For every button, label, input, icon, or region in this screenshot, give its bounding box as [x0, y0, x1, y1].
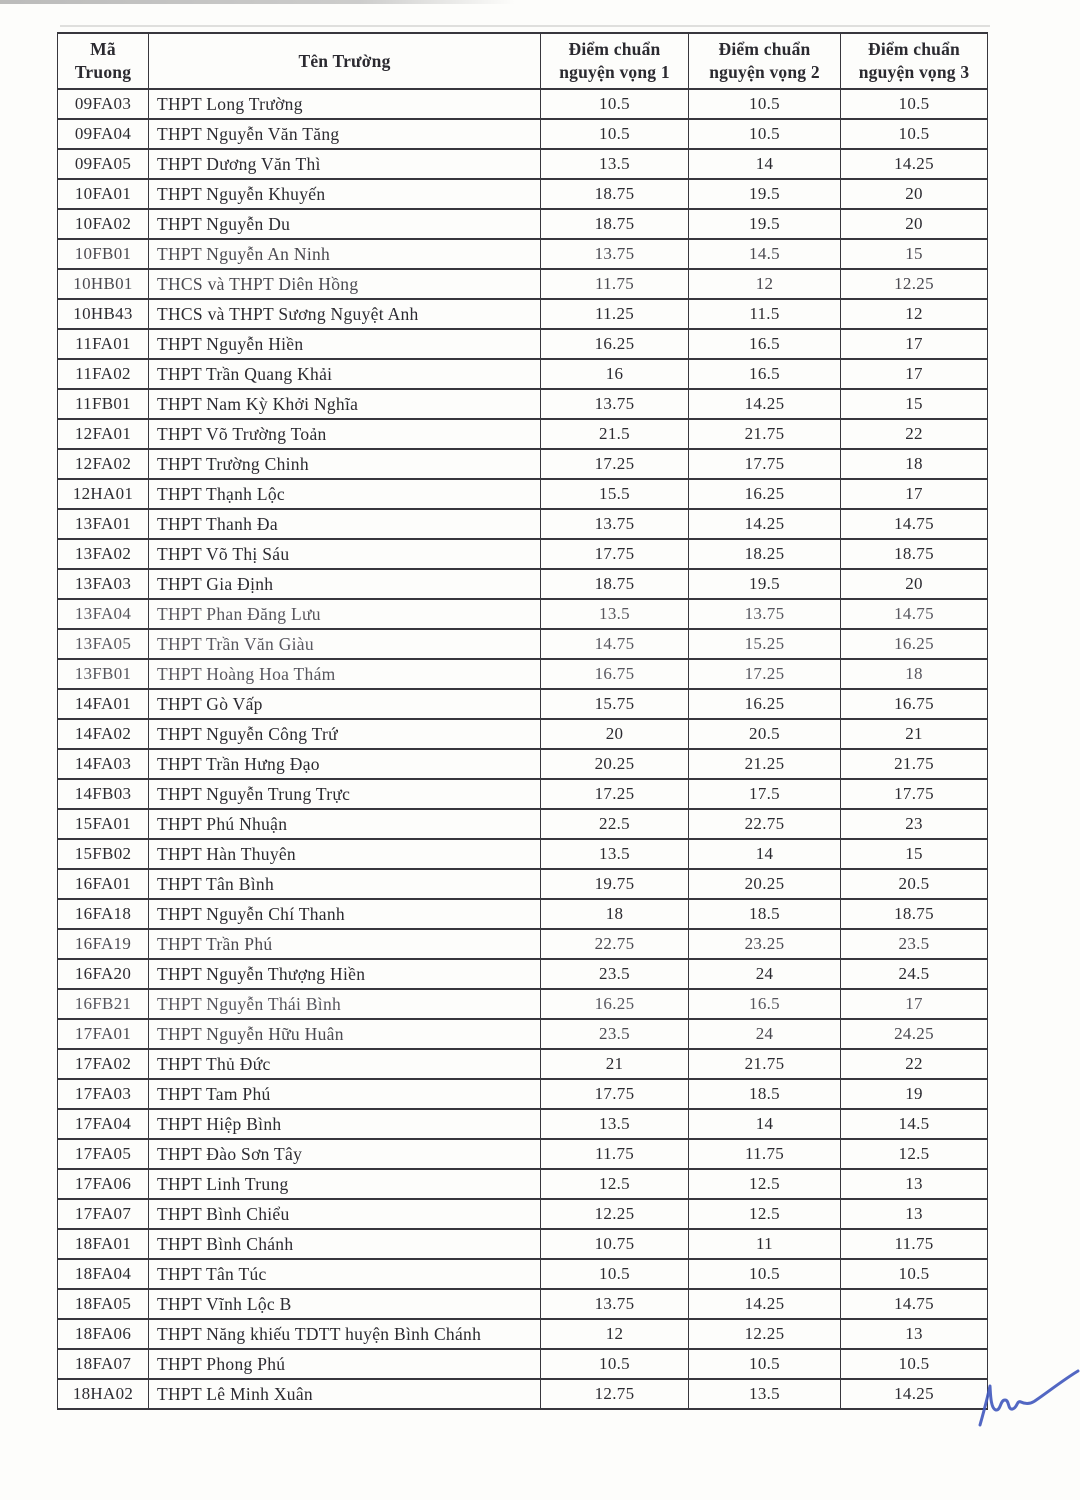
table-header [58, 33, 988, 89]
school-name-cell: THPT Thạnh Lộc [149, 479, 541, 509]
school-name-cell: THPT Phan Đăng Lưu [149, 599, 541, 629]
nv2-score-cell: 17.75 [689, 449, 841, 479]
school-code-cell: 12FA01 [58, 419, 149, 449]
table-row [58, 569, 988, 599]
school-code-cell: 17FA02 [58, 1049, 149, 1079]
nv3-score-cell: 23.5 [841, 929, 988, 959]
school-name-cell: THPT Đào Sơn Tây [149, 1139, 541, 1169]
school-code-cell: 18FA05 [58, 1289, 149, 1319]
nv3-score-cell: 11.75 [841, 1229, 988, 1259]
nv2-score-cell: 10.5 [689, 1349, 841, 1379]
header-row [58, 33, 988, 89]
table-row [58, 869, 988, 899]
header-score-nv3-line1: Điểm chuẩn [868, 39, 960, 60]
school-name-cell: THPT Nguyễn Thái Bình [149, 989, 541, 1019]
table-row [58, 1169, 988, 1199]
school-code-cell: 17FA07 [58, 1199, 149, 1229]
table-row [58, 1379, 988, 1409]
nv1-score-cell: 12.5 [541, 1169, 689, 1199]
school-name-cell: THPT Tân Bình [149, 869, 541, 899]
school-name-cell: THPT Nguyễn An Ninh [149, 239, 541, 269]
table-row [58, 1019, 988, 1049]
nv3-score-cell: 12 [841, 299, 988, 329]
table-row [58, 959, 988, 989]
nv2-score-cell: 16.5 [689, 359, 841, 389]
nv1-score-cell: 13.5 [541, 599, 689, 629]
nv3-score-cell: 21 [841, 719, 988, 749]
table-row [58, 1319, 988, 1349]
nv2-score-cell: 13.75 [689, 599, 841, 629]
nv2-score-cell: 13.5 [689, 1379, 841, 1409]
table-row [58, 749, 988, 779]
table-row [58, 269, 988, 299]
table-row [58, 1289, 988, 1319]
table-row [58, 389, 988, 419]
school-name-cell: THPT Long Trường [149, 89, 541, 119]
school-code-cell: 14FB03 [58, 779, 149, 809]
nv1-score-cell: 14.75 [541, 629, 689, 659]
nv1-score-cell: 13.75 [541, 389, 689, 419]
nv3-score-cell: 22 [841, 1049, 988, 1079]
school-code-cell: 18FA07 [58, 1349, 149, 1379]
school-code-cell: 11FA01 [58, 329, 149, 359]
nv3-score-cell: 15 [841, 839, 988, 869]
signature-mark [973, 1365, 1080, 1431]
nv2-score-cell: 14.25 [689, 509, 841, 539]
pen-signature-icon [973, 1365, 1080, 1431]
nv1-score-cell: 12.25 [541, 1199, 689, 1229]
table-row [58, 119, 988, 149]
school-name-cell: THPT Hàn Thuyên [149, 839, 541, 869]
school-name-cell: THPT Nguyễn Thượng Hiền [149, 959, 541, 989]
school-code-cell: 18FA04 [58, 1259, 149, 1289]
nv3-score-cell: 17 [841, 989, 988, 1019]
nv1-score-cell: 10.75 [541, 1229, 689, 1259]
nv1-score-cell: 17.25 [541, 449, 689, 479]
nv2-score-cell: 18.25 [689, 539, 841, 569]
nv2-score-cell: 21.75 [689, 419, 841, 449]
nv2-score-cell: 10.5 [689, 89, 841, 119]
nv2-score-cell: 20.5 [689, 719, 841, 749]
school-code-cell: 14FA02 [58, 719, 149, 749]
school-name-cell: THPT Linh Trung [149, 1169, 541, 1199]
nv1-score-cell: 21.5 [541, 419, 689, 449]
table-row [58, 1349, 988, 1379]
table-row [58, 1049, 988, 1079]
header-school-name-line1: Tên Trường [298, 50, 391, 71]
header-score-nv3 [841, 33, 988, 89]
nv1-score-cell: 16 [541, 359, 689, 389]
school-name-cell: THPT Võ Thị Sáu [149, 539, 541, 569]
nv1-score-cell: 16.75 [541, 659, 689, 689]
nv3-score-cell: 10.5 [841, 119, 988, 149]
school-name-cell: THPT Phú Nhuận [149, 809, 541, 839]
scan-smudge-line [60, 25, 990, 27]
nv2-score-cell: 18.5 [689, 899, 841, 929]
nv1-score-cell: 10.5 [541, 89, 689, 119]
nv2-score-cell: 14.5 [689, 239, 841, 269]
table-row [58, 629, 988, 659]
school-code-cell: 10HB43 [58, 299, 149, 329]
nv3-score-cell: 23 [841, 809, 988, 839]
nv1-score-cell: 11.25 [541, 299, 689, 329]
nv1-score-cell: 20 [541, 719, 689, 749]
nv3-score-cell: 18 [841, 659, 988, 689]
school-code-cell: 09FA03 [58, 89, 149, 119]
school-name-cell: THPT Trần Quang Khải [149, 359, 541, 389]
school-code-cell: 13FA02 [58, 539, 149, 569]
school-name-cell: THPT Tam Phú [149, 1079, 541, 1109]
school-code-cell: 10FA01 [58, 179, 149, 209]
school-code-cell: 09FA04 [58, 119, 149, 149]
nv2-score-cell: 11.5 [689, 299, 841, 329]
nv2-score-cell: 14 [689, 1109, 841, 1139]
nv3-score-cell: 14.25 [841, 149, 988, 179]
nv3-score-cell: 17.75 [841, 779, 988, 809]
school-name-cell: THPT Nam Kỳ Khởi Nghĩa [149, 389, 541, 419]
school-name-cell: THPT Thanh Đa [149, 509, 541, 539]
school-code-cell: 17FA03 [58, 1079, 149, 1109]
nv2-score-cell: 20.25 [689, 869, 841, 899]
nv3-score-cell: 12.5 [841, 1139, 988, 1169]
school-name-cell: THPT Bình Chiểu [149, 1199, 541, 1229]
scan-shadow-top [0, 0, 515, 4]
nv3-score-cell: 19 [841, 1079, 988, 1109]
school-name-cell: THPT Trần Văn Giàu [149, 629, 541, 659]
school-name-cell: THPT Hiệp Bình [149, 1109, 541, 1139]
nv1-score-cell: 23.5 [541, 959, 689, 989]
table-row [58, 839, 988, 869]
school-name-cell: THPT Lê Minh Xuân [149, 1379, 541, 1409]
nv2-score-cell: 17.25 [689, 659, 841, 689]
nv3-score-cell: 14.75 [841, 599, 988, 629]
nv2-score-cell: 12.5 [689, 1199, 841, 1229]
nv1-score-cell: 13.5 [541, 1109, 689, 1139]
nv2-score-cell: 16.5 [689, 989, 841, 1019]
school-name-cell: THPT Năng khiếu TDTT huyện Bình Chánh [149, 1319, 541, 1349]
nv2-score-cell: 24 [689, 959, 841, 989]
nv1-score-cell: 15.75 [541, 689, 689, 719]
nv2-score-cell: 19.5 [689, 179, 841, 209]
nv2-score-cell: 15.25 [689, 629, 841, 659]
nv2-score-cell: 14 [689, 839, 841, 869]
school-code-cell: 17FA04 [58, 1109, 149, 1139]
school-code-cell: 16FA19 [58, 929, 149, 959]
header-score-nv3-line2: nguyện vọng 3 [858, 62, 970, 82]
school-name-cell: THPT Nguyễn Chí Thanh [149, 899, 541, 929]
nv3-score-cell: 14.5 [841, 1109, 988, 1139]
nv1-score-cell: 18.75 [541, 179, 689, 209]
nv1-score-cell: 16.25 [541, 329, 689, 359]
school-code-cell: 10FB01 [58, 239, 149, 269]
nv1-score-cell: 22.5 [541, 809, 689, 839]
nv1-score-cell: 13.75 [541, 239, 689, 269]
nv1-score-cell: 23.5 [541, 1019, 689, 1049]
header-score-nv2-line2: nguyện vọng 2 [709, 62, 820, 82]
school-code-cell: 16FA20 [58, 959, 149, 989]
school-code-cell: 11FA02 [58, 359, 149, 389]
nv3-score-cell: 10.5 [841, 89, 988, 119]
school-code-cell: 09FA05 [58, 149, 149, 179]
table-row [58, 599, 988, 629]
nv1-score-cell: 17.75 [541, 539, 689, 569]
school-name-cell: THPT Trần Hưng Đạo [149, 749, 541, 779]
nv3-score-cell: 18 [841, 449, 988, 479]
school-name-cell: THPT Võ Trường Toản [149, 419, 541, 449]
nv3-score-cell: 16.75 [841, 689, 988, 719]
school-code-cell: 18FA01 [58, 1229, 149, 1259]
nv2-score-cell: 22.75 [689, 809, 841, 839]
nv2-score-cell: 11.75 [689, 1139, 841, 1169]
nv2-score-cell: 16.25 [689, 689, 841, 719]
nv1-score-cell: 19.75 [541, 869, 689, 899]
nv2-score-cell: 18.5 [689, 1079, 841, 1109]
school-code-cell: 18FA06 [58, 1319, 149, 1349]
table-row [58, 419, 988, 449]
table-row [58, 179, 988, 209]
nv1-score-cell: 13.5 [541, 839, 689, 869]
nv3-score-cell: 17 [841, 359, 988, 389]
nv3-score-cell: 14.75 [841, 1289, 988, 1319]
school-name-cell: THPT Nguyễn Văn Tăng [149, 119, 541, 149]
nv1-score-cell: 10.5 [541, 1259, 689, 1289]
school-code-cell: 10HB01 [58, 269, 149, 299]
school-name-cell: THPT Nguyễn Du [149, 209, 541, 239]
nv3-score-cell: 18.75 [841, 539, 988, 569]
nv2-score-cell: 14.25 [689, 389, 841, 419]
school-code-cell: 16FB21 [58, 989, 149, 1019]
table-row [58, 1079, 988, 1109]
nv2-score-cell: 24 [689, 1019, 841, 1049]
nv2-score-cell: 12.5 [689, 1169, 841, 1199]
school-name-cell: THCS và THPT Diên Hồng [149, 269, 541, 299]
table-row [58, 929, 988, 959]
school-name-cell: THPT Thủ Đức [149, 1049, 541, 1079]
table-row [58, 689, 988, 719]
nv1-score-cell: 18.75 [541, 209, 689, 239]
nv1-score-cell: 18 [541, 899, 689, 929]
table-row [58, 989, 988, 1019]
school-name-cell: THPT Gia Định [149, 569, 541, 599]
nv3-score-cell: 20.5 [841, 869, 988, 899]
nv1-score-cell: 15.5 [541, 479, 689, 509]
school-code-cell: 14FA01 [58, 689, 149, 719]
nv3-score-cell: 20 [841, 569, 988, 599]
school-name-cell: THCS và THPT Sương Nguyệt Anh [149, 299, 541, 329]
nv1-score-cell: 10.5 [541, 119, 689, 149]
nv3-score-cell: 13 [841, 1169, 988, 1199]
table-row [58, 719, 988, 749]
table-row [58, 1139, 988, 1169]
nv3-score-cell: 10.5 [841, 1349, 988, 1379]
nv1-score-cell: 13.75 [541, 509, 689, 539]
nv1-score-cell: 12 [541, 1319, 689, 1349]
table-row [58, 239, 988, 269]
nv1-score-cell: 16.25 [541, 989, 689, 1019]
school-name-cell: THPT Nguyễn Trung Trực [149, 779, 541, 809]
header-school-code [58, 33, 149, 89]
nv3-score-cell: 13 [841, 1319, 988, 1349]
school-name-cell: THPT Bình Chánh [149, 1229, 541, 1259]
nv1-score-cell: 11.75 [541, 269, 689, 299]
school-code-cell: 12HA01 [58, 479, 149, 509]
nv1-score-cell: 13.75 [541, 1289, 689, 1319]
school-name-cell: THPT Vĩnh Lộc B [149, 1289, 541, 1319]
nv3-score-cell: 22 [841, 419, 988, 449]
school-code-cell: 11FB01 [58, 389, 149, 419]
table-row [58, 359, 988, 389]
school-name-cell: THPT Dương Văn Thì [149, 149, 541, 179]
nv2-score-cell: 19.5 [689, 209, 841, 239]
school-code-cell: 14FA03 [58, 749, 149, 779]
table-body [58, 89, 988, 1409]
nv2-score-cell: 21.75 [689, 1049, 841, 1079]
nv2-score-cell: 19.5 [689, 569, 841, 599]
table-row [58, 329, 988, 359]
table-row [58, 479, 988, 509]
table-row [58, 1259, 988, 1289]
school-name-cell: THPT Nguyễn Khuyến [149, 179, 541, 209]
nv2-score-cell: 10.5 [689, 1259, 841, 1289]
school-name-cell: THPT Hoàng Hoa Thám [149, 659, 541, 689]
table-row [58, 779, 988, 809]
nv1-score-cell: 20.25 [541, 749, 689, 779]
admission-score-table [57, 32, 988, 1410]
nv3-score-cell: 16.25 [841, 629, 988, 659]
nv3-score-cell: 15 [841, 239, 988, 269]
school-name-cell: THPT Nguyễn Hiền [149, 329, 541, 359]
table-row [58, 209, 988, 239]
nv1-score-cell: 18.75 [541, 569, 689, 599]
school-code-cell: 18HA02 [58, 1379, 149, 1409]
nv2-score-cell: 14 [689, 149, 841, 179]
school-code-cell: 12FA02 [58, 449, 149, 479]
nv2-score-cell: 12 [689, 269, 841, 299]
nv3-score-cell: 20 [841, 179, 988, 209]
school-code-cell: 15FA01 [58, 809, 149, 839]
table-row [58, 89, 988, 119]
school-name-cell: THPT Nguyễn Hữu Huân [149, 1019, 541, 1049]
nv3-score-cell: 12.25 [841, 269, 988, 299]
nv1-score-cell: 11.75 [541, 1139, 689, 1169]
nv3-score-cell: 18.75 [841, 899, 988, 929]
nv1-score-cell: 22.75 [541, 929, 689, 959]
school-code-cell: 17FA01 [58, 1019, 149, 1049]
school-code-cell: 13FA03 [58, 569, 149, 599]
school-code-cell: 16FA01 [58, 869, 149, 899]
nv2-score-cell: 17.5 [689, 779, 841, 809]
nv3-score-cell: 17 [841, 329, 988, 359]
school-code-cell: 13FB01 [58, 659, 149, 689]
nv3-score-cell: 21.75 [841, 749, 988, 779]
table-row [58, 509, 988, 539]
table-row [58, 1229, 988, 1259]
table-row [58, 899, 988, 929]
header-score-nv2-line1: Điểm chuẩn [718, 39, 811, 60]
school-code-cell: 15FB02 [58, 839, 149, 869]
nv1-score-cell: 21 [541, 1049, 689, 1079]
table-row [58, 449, 988, 479]
school-name-cell: THPT Nguyễn Công Trứ [149, 719, 541, 749]
nv1-score-cell: 17.75 [541, 1079, 689, 1109]
nv1-score-cell: 10.5 [541, 1349, 689, 1379]
nv2-score-cell: 11 [689, 1229, 841, 1259]
header-score-nv2 [689, 33, 841, 89]
nv3-score-cell: 20 [841, 209, 988, 239]
nv2-score-cell: 16.25 [689, 479, 841, 509]
header-score-nv1 [541, 33, 689, 89]
nv3-score-cell: 13 [841, 1199, 988, 1229]
nv1-score-cell: 17.25 [541, 779, 689, 809]
nv3-score-cell: 10.5 [841, 1259, 988, 1289]
nv3-score-cell: 14.25 [841, 1379, 988, 1409]
school-name-cell: THPT Trường Chinh [149, 449, 541, 479]
school-name-cell: THPT Tân Túc [149, 1259, 541, 1289]
header-school-code-line2: Truong [74, 62, 132, 82]
school-code-cell: 17FA05 [58, 1139, 149, 1169]
nv2-score-cell: 23.25 [689, 929, 841, 959]
nv1-score-cell: 13.5 [541, 149, 689, 179]
table-row [58, 1109, 988, 1139]
nv2-score-cell: 16.5 [689, 329, 841, 359]
school-code-cell: 13FA01 [58, 509, 149, 539]
nv3-score-cell: 24.25 [841, 1019, 988, 1049]
table-row [58, 299, 988, 329]
table-row [58, 809, 988, 839]
nv2-score-cell: 12.25 [689, 1319, 841, 1349]
table-row [58, 1199, 988, 1229]
school-name-cell: THPT Gò Vấp [149, 689, 541, 719]
school-code-cell: 10FA02 [58, 209, 149, 239]
nv3-score-cell: 24.5 [841, 959, 988, 989]
nv1-score-cell: 12.75 [541, 1379, 689, 1409]
school-name-cell: THPT Trần Phú [149, 929, 541, 959]
table-row [58, 149, 988, 179]
nv2-score-cell: 10.5 [689, 119, 841, 149]
header-score-nv1-line1: Điểm chuẩn [568, 39, 661, 60]
nv3-score-cell: 14.75 [841, 509, 988, 539]
header-school-name [149, 33, 541, 89]
table-row [58, 539, 988, 569]
nv3-score-cell: 15 [841, 389, 988, 419]
nv2-score-cell: 21.25 [689, 749, 841, 779]
table-row [58, 659, 988, 689]
school-code-cell: 13FA05 [58, 629, 149, 659]
school-name-cell: THPT Phong Phú [149, 1349, 541, 1379]
nv3-score-cell: 17 [841, 479, 988, 509]
school-code-cell: 13FA04 [58, 599, 149, 629]
school-code-cell: 16FA18 [58, 899, 149, 929]
nv2-score-cell: 14.25 [689, 1289, 841, 1319]
header-school-code-line1: Mã [90, 39, 116, 60]
header-score-nv1-line2: nguyện vọng 1 [559, 62, 670, 82]
school-code-cell: 17FA06 [58, 1169, 149, 1199]
